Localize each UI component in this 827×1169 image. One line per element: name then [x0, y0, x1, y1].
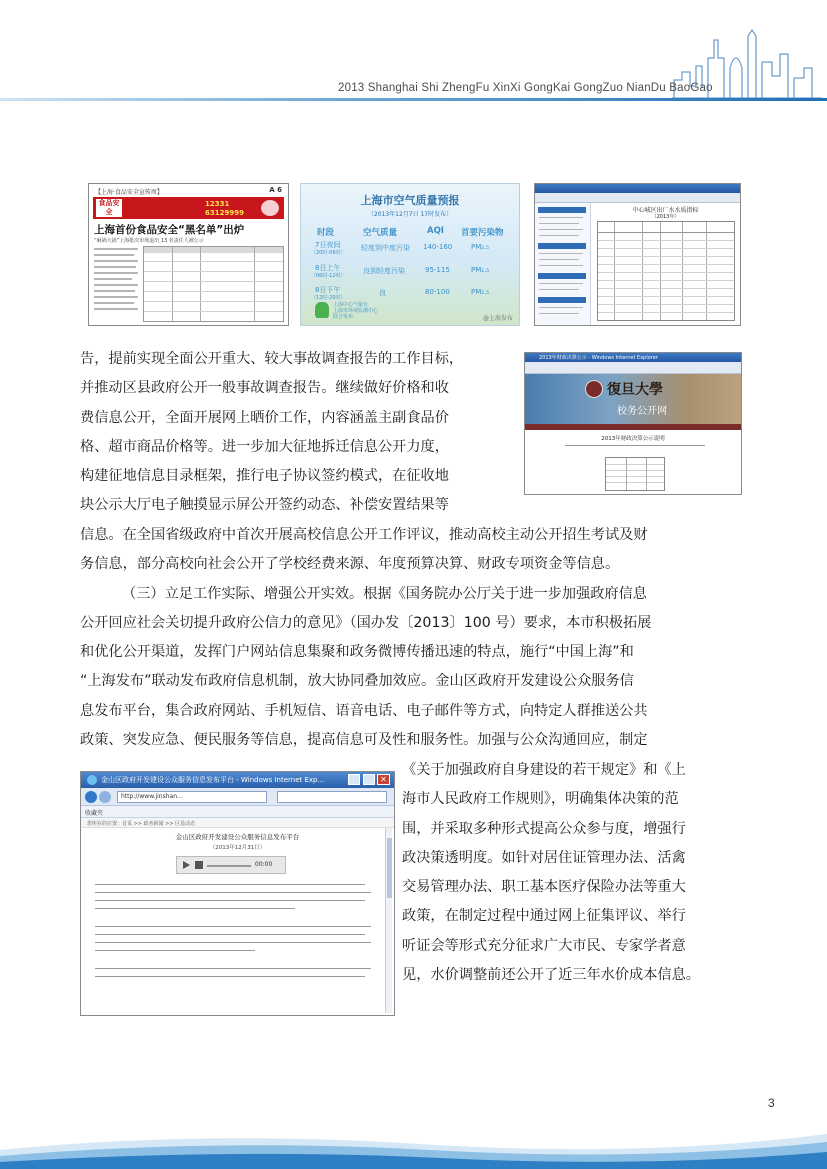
paragraph-1-line: 构建征地信息目录框架，推行电子协议签约模式，在征收地	[80, 468, 449, 485]
play-icon[interactable]	[183, 861, 190, 869]
fudan-seal-icon	[585, 380, 603, 398]
air-row-1-pollutant: PM₂.₅	[471, 243, 490, 251]
header-divider	[0, 98, 827, 101]
newspaper-clipping-image	[88, 183, 289, 326]
paragraph-1-line: 告，提前实现全面公开重大、较大事故调查报告的工作目标，	[80, 351, 464, 367]
newspaper-headline: 上海首份食品安全“黑名单”出炉	[94, 224, 245, 236]
paragraph-3-line: 围，并采取多种形式提高公众参与度，增强行	[402, 820, 686, 837]
water-table-year: （2013年）	[651, 214, 680, 220]
air-head-aqi: AQI	[427, 226, 444, 236]
water-table-title: 中心城区出厂水水质指标	[632, 207, 699, 214]
search-input[interactable]	[277, 791, 387, 803]
paragraph-3-line: 政策，在制定过程中通过网上征集评议、举行	[402, 908, 686, 925]
air-row-1-aqi: 140-160	[423, 243, 453, 251]
ie-titlebar	[81, 772, 394, 788]
fudan-nav-bar	[525, 424, 741, 430]
ie-window-title: 金山区政府开发建设公众服务信息发布平台 - Windows Internet Exp...	[101, 776, 325, 784]
hotline-number: 12331	[205, 200, 230, 208]
paragraph-2-line: （三）立足工作实际、增强公开实效。根据《国务院办公厅关于进一步加强政府信息	[122, 585, 647, 602]
fudan-website-image	[524, 352, 742, 495]
air-forecast-title: 上海市空气质量预报	[360, 194, 460, 207]
player-time: 00:00	[255, 861, 273, 868]
breadcrumb: 您所在的位置：首页 >> 政务新闻 >> 区县动态	[87, 821, 196, 827]
paragraph-1-line: 块公示大厅电子触摸显示屏公开签约动态、补偿安置结果等	[80, 497, 449, 514]
paragraph-3-line: 政决策透明度。如针对居住证管理办法、活禽	[402, 849, 686, 866]
air-forecast-subtitle: （2013年12月7日 17时发布）	[367, 211, 453, 218]
paragraph-2-line: 务信息，部分高校向社会公开了学校经费来源、年度预算决算、财政专项资金等信息。	[80, 556, 620, 573]
page-sidebar	[535, 203, 591, 325]
air-watermark: @上海发布	[482, 315, 513, 322]
food-safety-badge: 食品安全	[96, 199, 122, 217]
ie-address-row	[81, 788, 394, 806]
paragraph-3-line: 听证会等形式充分征求广大市民、专家学者意	[402, 937, 686, 954]
newspaper-blacklist-table	[143, 246, 284, 322]
favorites-button[interactable]: 收藏夹	[85, 810, 104, 817]
air-head-quality: 空气质量	[363, 228, 398, 238]
close-button[interactable]: ✕	[377, 774, 390, 785]
air-row-1-period: 7日夜间	[315, 241, 341, 249]
vertical-scrollbar[interactable]	[385, 828, 392, 1013]
ie-favorites-row	[81, 806, 394, 818]
air-head-pollutant: 首要污染物	[461, 228, 504, 238]
header-title: 2013 Shanghai Shi ZhengFu XinXi GongKai GongZuo NianDu BaoGao	[338, 82, 713, 94]
newspaper-masthead: 【上海·食品安全宣传周】	[95, 189, 163, 196]
air-source-1: 上海中心气象台	[333, 302, 369, 308]
article-title: 金山区政府开发建设公众服务信息发布平台	[175, 833, 300, 841]
air-row-2-pollutant: PM₂.₅	[471, 266, 490, 274]
browser-toolbar	[525, 362, 741, 374]
paragraph-2-line: 息发布平台，集合政府网站、手机短信、语音电话、电子邮件等方式，向特定人群推送公共	[80, 702, 648, 719]
air-row-3-aqi: 80-100	[425, 288, 450, 296]
newspaper-subhead: “砸锅大锅”上海批次市场退出 13 名责任人被公示	[94, 238, 204, 244]
air-row-2-sub: （06时-12时）	[311, 273, 346, 279]
newspaper-page-mark: A 6	[269, 186, 282, 194]
paragraph-3	[402, 756, 700, 990]
fudan-doc-title: 2013年财政决算公示说明	[601, 436, 665, 442]
maximize-button[interactable]	[363, 774, 375, 785]
page-number: 3	[768, 1096, 775, 1110]
footer-wave-decoration	[0, 1120, 827, 1169]
water-quality-table	[597, 221, 735, 321]
fudan-banner	[525, 374, 741, 424]
minimize-button[interactable]	[348, 774, 360, 785]
air-row-2-period: 8日上午	[315, 264, 341, 272]
paragraph-2-line: 政策、突发应急、便民服务等信息，提高信息可及性和服务性。加强与公众沟通回应，制定	[80, 732, 648, 749]
newspaper-text-column	[94, 246, 139, 320]
air-head-period: 时段	[317, 228, 335, 238]
jinshan-platform-image	[80, 771, 395, 1016]
air-row-2-aqi: 95-115	[425, 266, 450, 274]
article-body-text	[95, 882, 379, 1012]
paragraph-3-line: 海市人民政府工作规则》，明确集体决策的范	[402, 791, 679, 808]
article-date: （2013年12月31日）	[209, 845, 266, 851]
heart-icon	[261, 200, 279, 216]
fudan-school-name: 復旦大學	[607, 382, 663, 398]
paragraph-2-line: 和优化公开渠道，发挥门户网站信息集聚和政务微博传播迅速的特点，施行“中国上海”和	[80, 644, 634, 661]
paragraph-1-line: 费信息公开，全面开展网上晒价工作，内容涵盖主副食品价	[80, 409, 449, 426]
air-row-3-sub: （12时-20时）	[311, 295, 346, 301]
ie-logo-icon	[87, 775, 97, 785]
browser-titlebar	[535, 184, 740, 193]
fudan-portal-name: 校务公开网	[617, 406, 667, 417]
browser-toolbar	[535, 193, 740, 203]
stop-icon[interactable]	[195, 861, 203, 869]
air-row-2-quality: 良到轻度污染	[363, 267, 405, 275]
air-source-block	[333, 302, 378, 320]
paragraph-1	[80, 345, 463, 521]
forward-arrow-icon[interactable]	[99, 791, 111, 803]
newspaper-red-banner	[93, 197, 284, 219]
air-row-3-quality: 良	[379, 289, 386, 297]
air-row-1-quality: 轻度到中度污染	[361, 244, 410, 252]
paragraph-2-line: 信息。在全国省级政府中首次开展高校信息公开工作评议，推动高校主动公开招生考试及财	[80, 527, 648, 543]
air-row-1-sub: （20时-06时）	[311, 250, 346, 256]
browser-titlebar	[525, 353, 741, 362]
breadcrumb-row	[81, 818, 394, 828]
fudan-budget-table	[605, 457, 665, 491]
air-row-3-pollutant: PM₂.₅	[471, 288, 490, 296]
paragraph-2-line: 公开回应社会关切提升政府公信力的意见》（国办发〔2013〕100 号）要求，本市积极拓展	[80, 614, 652, 631]
paragraph-3-line: 交易管理办法、职工基本医疗保险办法等重大	[402, 879, 686, 896]
paragraph-1-line: 格、超市商品价格等。进一步加大征地拆迁信息公开力度，	[80, 438, 449, 455]
paragraph-2	[80, 521, 651, 755]
player-progress-bar[interactable]	[207, 865, 251, 867]
air-source-3: 联合发布	[333, 314, 354, 320]
paragraph-1-line: 并推动区县政府公开一般事故调查报告。继续做好价格和收	[80, 380, 449, 397]
audio-player[interactable]	[176, 856, 286, 874]
leaf-icon	[315, 302, 329, 318]
air-source-2: 上海市环境监测中心	[333, 308, 379, 314]
address-input[interactable]: http://www.jinshan...	[117, 791, 267, 803]
paragraph-3-line: 见，水价调整前还公开了近三年水价成本信息。	[402, 967, 700, 984]
hotline-number-2: 63129999	[205, 209, 244, 217]
air-quality-forecast-image	[300, 183, 520, 326]
water-quality-webpage-image	[534, 183, 741, 326]
air-row-3-period: 8日下午	[315, 286, 341, 294]
browser-window-title: 2013年财政决算公示 - Windows Internet Explorer	[539, 355, 658, 361]
paragraph-2-line: “上海发布”联动发布政府信息机制，放大协同叠加效应。金山区政府开发建设公众服务信	[80, 673, 634, 690]
paragraph-3-line: 《关于加强政府自身建设的若干规定》和《上	[402, 762, 686, 778]
back-arrow-icon[interactable]	[85, 791, 97, 803]
